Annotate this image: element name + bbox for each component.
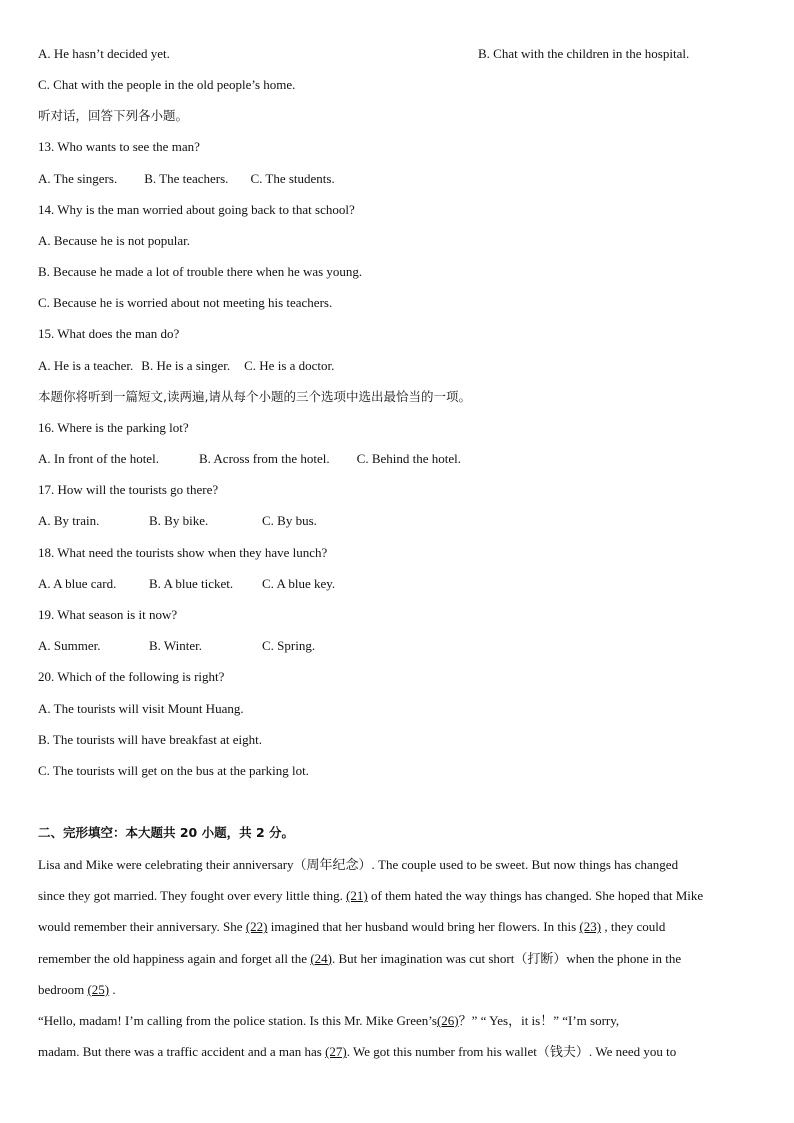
q18-options <box>38 575 335 593</box>
passage-line-4 <box>38 943 758 974</box>
q19-option-a: A. Summer. <box>38 638 101 653</box>
blank-26: (26) <box>436 1013 459 1029</box>
passage-text: madam. But there was a traffic accident and a man has <box>38 1044 326 1060</box>
blank-22: (22) <box>245 919 268 935</box>
passage-line-1: Lisa and Mike were celebrating their anniversary（周年纪念）. The couple used to be sweet. But now things has changed <box>38 857 679 872</box>
q19-option-b: B. Winter. <box>149 638 203 653</box>
q13-option-b: B. The teachers. <box>144 171 229 186</box>
q16-option-b: B. Across from the hotel. <box>198 451 330 466</box>
q19-question: 19. What season is it now? <box>38 607 178 622</box>
q15-option-b: B. He is a singer. <box>141 358 231 373</box>
passage-line-5 <box>38 974 758 1005</box>
q18-question: 18. What need the tourists show when they have lunch? <box>38 545 328 560</box>
q15-options <box>38 357 334 375</box>
listening-instruction-1: 听对话，回答下列各小题。 <box>38 108 189 123</box>
q15-option-c: C. He is a doctor. <box>244 358 335 373</box>
q17-option-b: B. By bike. <box>149 513 209 528</box>
q18-option-a: A. A blue card. <box>38 576 117 591</box>
passage-line-6 <box>38 1005 758 1036</box>
passage-text: , they could <box>601 919 666 935</box>
passage-text: “Hello, madam! I’m calling from the police station. Is this Mr. Mike Green’s <box>38 1013 437 1029</box>
listening-instruction-2: 本题你将听到一篇短文,读两遍,请从每个小题的三个选项中选出最恰当的一项。 <box>38 389 471 404</box>
passage-text: bedroom <box>38 981 88 997</box>
q17-option-c: C. By bus. <box>262 513 317 528</box>
q12-option-a: A. He hasn’t decided yet. <box>38 46 170 61</box>
q16-options <box>38 450 461 468</box>
q14-option-a: A. Because he is not popular. <box>38 233 190 248</box>
q17-question: 17. How will the tourists go there? <box>38 482 219 497</box>
blank-27: (27) <box>325 1044 347 1060</box>
q15-question: 15. What does the man do? <box>38 326 180 341</box>
q14-option-c: C. Because he is worried about not meeting his teachers. <box>38 295 333 310</box>
q18-option-b: B. A blue ticket. <box>149 576 234 591</box>
q12-option-b: B. Chat with the children in the hospital. <box>478 46 690 61</box>
q20-question: 20. Which of the following is right? <box>38 669 225 684</box>
q12-option-c: C. Chat with the people in the old people’s home. <box>38 77 296 92</box>
q17-option-a: A. By train. <box>38 513 100 528</box>
q19-option-c: C. Spring. <box>262 638 316 653</box>
q14-question: 14. Why is the man worried about going back to that school? <box>38 202 355 217</box>
q13-option-a: A. The singers. <box>38 171 118 186</box>
q17-options <box>38 512 317 530</box>
blank-25: (25) <box>87 981 110 997</box>
q16-option-c: C. Behind the hotel. <box>356 451 462 466</box>
section-2-title: 二、完形填空：本大题共 20 小题，共 2 分。 <box>38 825 295 840</box>
q14-option-b: B. Because he made a lot of trouble there when he was young. <box>38 264 363 279</box>
q16-option-a: A. In front of the hotel. <box>38 451 159 466</box>
passage-text: . But her imagination was cut short（打断）when the phone in the <box>331 950 682 966</box>
passage-text: would remember their anniversary. She <box>38 919 246 935</box>
q19-options <box>38 637 315 655</box>
passage-text: . <box>109 981 116 997</box>
passage-line-2 <box>38 880 758 911</box>
q13-options <box>38 170 335 188</box>
q13-question: 13. Who wants to see the man? <box>38 139 200 154</box>
passage-text: remember the old happiness again and forget all the <box>38 950 311 966</box>
q20-option-a: A. The tourists will visit Mount Huang. <box>38 701 244 716</box>
blank-21: (21) <box>346 888 368 904</box>
cloze-passage <box>38 849 758 1067</box>
passage-text: of them hated the way things has changed. She hoped that Mike <box>367 888 704 904</box>
passage-text: imagined that her husband would bring her flowers. In this <box>267 919 580 935</box>
passage-line-7 <box>38 1036 758 1067</box>
q20-option-c: C. The tourists will get on the bus at the parking lot. <box>38 763 309 778</box>
blank-23: (23) <box>579 919 602 935</box>
passage-line-3 <box>38 911 758 942</box>
passage-text: ？” “ Yes，it is！” “I’m sorry, <box>458 1013 620 1029</box>
q15-option-a: A. He is a teacher. <box>38 358 134 373</box>
q13-option-c: C. The students. <box>250 171 335 186</box>
passage-text: since they got married. They fought over every little thing. <box>38 888 347 904</box>
q16-question: 16. Where is the parking lot? <box>38 420 189 435</box>
q20-option-b: B. The tourists will have breakfast at eight. <box>38 732 262 747</box>
blank-24: (24) <box>310 950 332 966</box>
q18-option-c: C. A blue key. <box>262 576 336 591</box>
passage-text: . We got this number from his wallet（钱夫）. We need you to <box>346 1044 677 1060</box>
